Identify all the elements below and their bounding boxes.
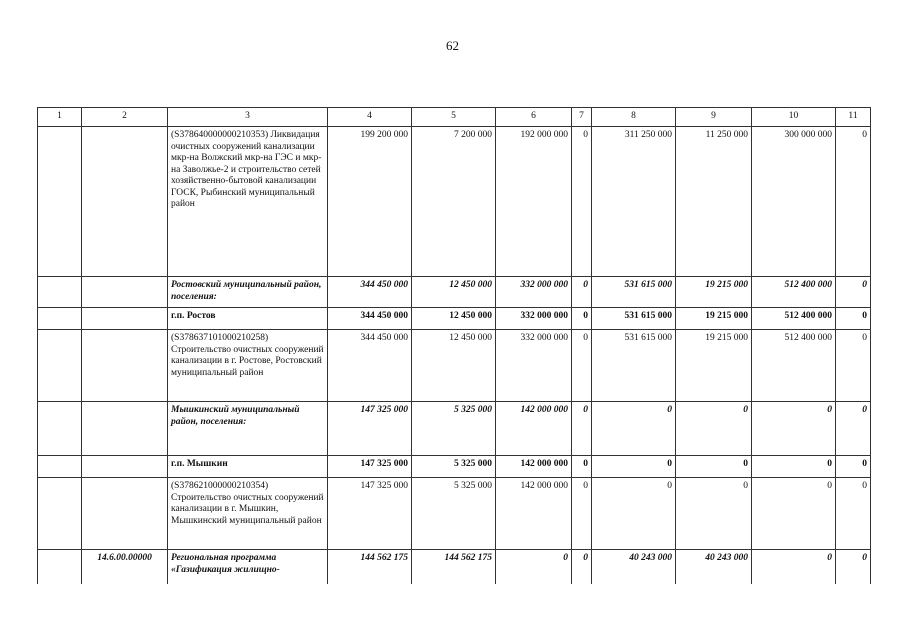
cell-col5: 5 325 000: [412, 402, 496, 456]
cell-col7: 0: [572, 277, 592, 308]
cell-code: [82, 456, 168, 478]
header-cell: 8: [592, 108, 676, 127]
cell-col6: 142 000 000: [496, 402, 572, 456]
cell-code: [82, 330, 168, 402]
cell-description: Мышкинский муниципальный район, поселения:: [168, 402, 328, 456]
cell-col1: [38, 478, 82, 550]
cell-col5: 12 450 000: [412, 308, 496, 330]
table-row: [38, 478, 871, 550]
cell-col9: 11 250 000: [676, 127, 752, 277]
cell-col10: 0: [752, 478, 836, 550]
table-row: [38, 456, 871, 478]
cell-col10: 300 000 000: [752, 127, 836, 277]
cell-col9: 19 215 000: [676, 277, 752, 308]
cell-col1: [38, 402, 82, 456]
cell-col9: 40 243 000: [676, 550, 752, 584]
cell-col6: 192 000 000: [496, 127, 572, 277]
cell-col11: 0: [836, 277, 871, 308]
cell-code: [82, 277, 168, 308]
cell-col10: 0: [752, 456, 836, 478]
cell-col11: 0: [836, 478, 871, 550]
cell-col6: 332 000 000: [496, 308, 572, 330]
cell-col10: 0: [752, 402, 836, 456]
cell-col11: 0: [836, 402, 871, 456]
cell-col8: 531 615 000: [592, 308, 676, 330]
cell-col6: 332 000 000: [496, 330, 572, 402]
cell-col5: 5 325 000: [412, 456, 496, 478]
page-number: 62: [446, 38, 459, 53]
header-cell: 5: [412, 108, 496, 127]
cell-col5: 12 450 000: [412, 277, 496, 308]
header-cell: 2: [82, 108, 168, 127]
cell-code: 14.6.00.00000: [82, 550, 168, 584]
cell-col8: 531 615 000: [592, 330, 676, 402]
cell-description: (S378640000000210353) Ликвидация очистных сооружений канализации мкр-на Волжский мкр-на ГЭС и мкр-на Заволжье-2 и строительство сетей хозяйственно-бытовой канализации ГОСК, Рыбинский муниципальный район: [168, 127, 328, 277]
cell-col10: 0: [752, 550, 836, 584]
cell-col8: 531 615 000: [592, 277, 676, 308]
cell-col4: 147 325 000: [328, 402, 412, 456]
table-row: [38, 402, 871, 456]
cell-col9: 0: [676, 402, 752, 456]
cell-col4: 199 200 000: [328, 127, 412, 277]
table-row: [38, 277, 871, 308]
table-body: [38, 127, 871, 584]
cell-col10: 512 400 000: [752, 277, 836, 308]
cell-code: [82, 478, 168, 550]
cell-col1: [38, 127, 82, 277]
header-cell: 4: [328, 108, 412, 127]
cell-col7: 0: [572, 402, 592, 456]
table-row: [38, 127, 871, 277]
cell-col4: 344 450 000: [328, 308, 412, 330]
cell-description: (S378637101000210258) Строительство очистных сооружений канализации в г. Ростове, Ростовский муниципальный район: [168, 330, 328, 402]
cell-col6: 332 000 000: [496, 277, 572, 308]
cell-col9: 0: [676, 456, 752, 478]
cell-col1: [38, 550, 82, 584]
table-row: [38, 330, 871, 402]
cell-description: Ростовский муниципальный район, поселения:: [168, 277, 328, 308]
cell-col7: 0: [572, 308, 592, 330]
cell-col4: 147 325 000: [328, 478, 412, 550]
cell-col1: [38, 456, 82, 478]
cell-code: [82, 402, 168, 456]
header-cell: 11: [836, 108, 871, 127]
cell-col4: 144 562 175: [328, 550, 412, 584]
cell-col8: 0: [592, 456, 676, 478]
cell-col7: 0: [572, 127, 592, 277]
header-cell: 6: [496, 108, 572, 127]
cell-description: Региональная программа «Газификация жилищно-: [168, 550, 328, 584]
cell-col7: 0: [572, 550, 592, 584]
cell-col7: 0: [572, 478, 592, 550]
header-cell: 7: [572, 108, 592, 127]
cell-col8: 40 243 000: [592, 550, 676, 584]
cell-col7: 0: [572, 330, 592, 402]
cell-col5: 7 200 000: [412, 127, 496, 277]
budget-table: [37, 107, 871, 584]
cell-col6: 142 000 000: [496, 478, 572, 550]
cell-col4: 344 450 000: [328, 330, 412, 402]
cell-code: [82, 308, 168, 330]
cell-description: г.п. Мышкин: [168, 456, 328, 478]
table-row: [38, 308, 871, 330]
cell-col11: 0: [836, 456, 871, 478]
cell-col8: 0: [592, 478, 676, 550]
cell-col6: 0: [496, 550, 572, 584]
cell-col8: 0: [592, 402, 676, 456]
cell-col1: [38, 308, 82, 330]
cell-col6: 142 000 000: [496, 456, 572, 478]
cell-col5: 5 325 000: [412, 478, 496, 550]
cell-col11: 0: [836, 330, 871, 402]
cell-col9: 0: [676, 478, 752, 550]
cell-description: (S378621000000210354) Строительство очистных сооружений канализации в г. Мышкин, Мышкинский муниципальный район: [168, 478, 328, 550]
header-cell: 3: [168, 108, 328, 127]
cell-col7: 0: [572, 456, 592, 478]
header-cell: 10: [752, 108, 836, 127]
table-row: [38, 550, 871, 584]
cell-col5: 144 562 175: [412, 550, 496, 584]
header-cell: 1: [38, 108, 82, 127]
cell-col10: 512 400 000: [752, 308, 836, 330]
cell-col1: [38, 330, 82, 402]
cell-description: г.п. Ростов: [168, 308, 328, 330]
cell-code: [82, 127, 168, 277]
cell-col8: 311 250 000: [592, 127, 676, 277]
cell-col11: 0: [836, 127, 871, 277]
cell-col11: 0: [836, 550, 871, 584]
cell-col4: 344 450 000: [328, 277, 412, 308]
cell-col10: 512 400 000: [752, 330, 836, 402]
cell-col9: 19 215 000: [676, 308, 752, 330]
cell-col4: 147 325 000: [328, 456, 412, 478]
header-row: [38, 108, 871, 127]
cell-col11: 0: [836, 308, 871, 330]
header-cell: 9: [676, 108, 752, 127]
cell-col9: 19 215 000: [676, 330, 752, 402]
cell-col1: [38, 277, 82, 308]
cell-col5: 12 450 000: [412, 330, 496, 402]
